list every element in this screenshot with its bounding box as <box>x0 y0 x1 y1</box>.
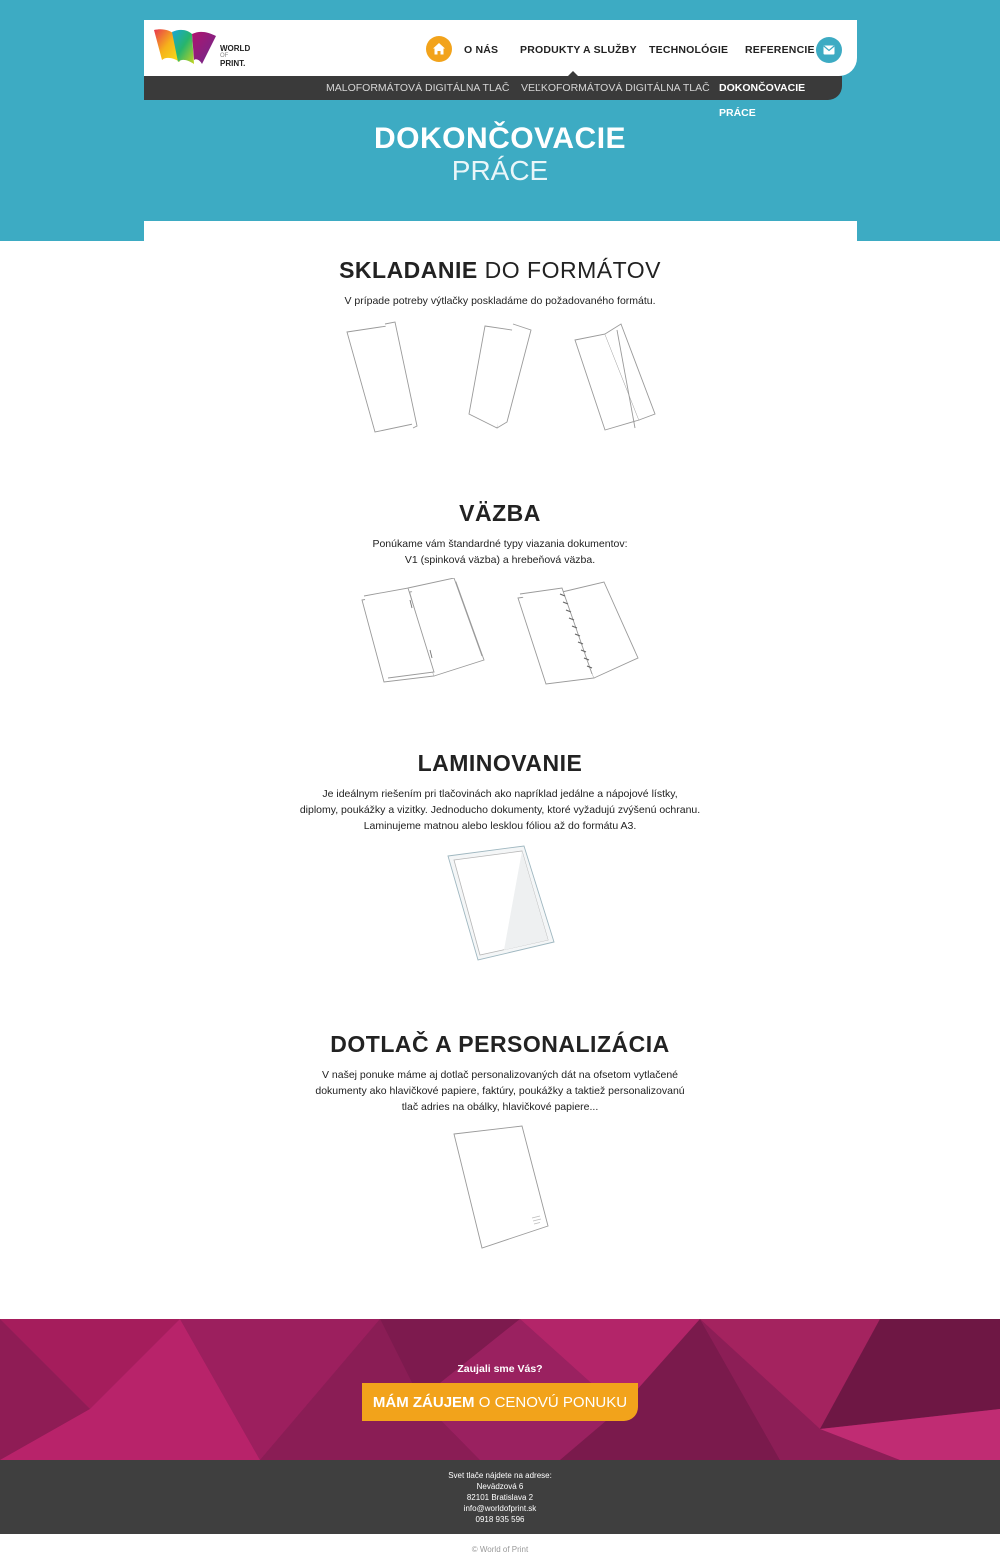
mail-icon <box>823 45 835 55</box>
section-desc-skladanie <box>250 293 750 309</box>
folding-illustration-icon <box>335 318 665 436</box>
section-title-bold: SKLADANIE <box>339 257 478 283</box>
subnav-item-maloformatova[interactable]: MALOFORMÁTOVÁ DIGITÁLNA TLAČ <box>326 82 510 94</box>
top-navigation <box>144 20 857 76</box>
section-title-laminovanie <box>0 750 1000 777</box>
cta-button[interactable] <box>362 1383 638 1421</box>
section-desc-dotlac <box>250 1067 750 1115</box>
cta-button-light: O CENOVÚ PONUKU <box>474 1394 628 1411</box>
subnav-item-dokoncovacie-prace[interactable]: DOKONČOVACIE PRÁCE <box>719 82 806 119</box>
footer-address <box>0 1470 1000 1525</box>
desc-line: diplomy, poukážky a vizitky. Jednoducho dokumenty, ktoré vyžadujú zvýšenú ochranu. <box>299 804 701 816</box>
cta-banner <box>0 1319 1000 1460</box>
page-title-line2: PRÁCE <box>451 155 549 186</box>
desc-line: V prípade potreby výtlačky poskladáme do požadovaného formátu. <box>344 295 656 307</box>
page-title <box>0 122 1000 186</box>
lamination-illustration-icon <box>444 844 558 966</box>
binding-illustration-icon <box>358 578 644 688</box>
footer-line: Nevädzová 6 <box>476 1482 524 1491</box>
page-title-line1: DOKONČOVACIE <box>373 122 627 155</box>
desc-line: Ponúkame vám štandardné typy viazania dokumentov: <box>372 538 628 550</box>
footer-line: 82101 Bratislava 2 <box>466 1493 534 1502</box>
home-icon <box>432 42 446 56</box>
nav-item-referencie[interactable]: REFERENCIE <box>745 44 815 56</box>
section-title-light: DO FORMÁTOV <box>477 257 661 283</box>
section-title-bold: DOTLAČ A PERSONALIZÁCIA <box>330 1031 670 1057</box>
logo-text <box>220 44 250 68</box>
cta-button-bold: MÁM ZÁUJEM <box>372 1394 475 1411</box>
personalization-illustration-icon <box>448 1124 554 1254</box>
section-title-vazba <box>0 500 1000 527</box>
desc-line: Laminujeme matnou alebo lesklou fóliou až do formátu A3. <box>363 820 637 832</box>
section-title-skladanie <box>0 257 1000 284</box>
logo-word-of: OF <box>220 53 229 59</box>
footer-phone: 0918 935 596 <box>475 1515 525 1524</box>
cta-question: Zaujali sme Vás? <box>457 1363 543 1375</box>
section-desc-laminovanie <box>250 786 750 834</box>
mail-button[interactable] <box>816 37 842 63</box>
desc-line: dokumenty ako hlavičkové papiere, faktúry, poukážky a taktiež personalizovanú <box>315 1085 685 1097</box>
subnav-item-velkoformatova[interactable]: VEĽKOFORMÁTOVÁ DIGITÁLNA TLAČ <box>521 82 710 94</box>
desc-line: V našej ponuke máme aj dotlač personalizovaných dát na ofsetom vytlačené <box>321 1069 679 1081</box>
nav-item-o-nas[interactable]: O NÁS <box>464 44 499 56</box>
section-title-bold: LAMINOVANIE <box>417 750 583 776</box>
home-button[interactable] <box>426 36 452 62</box>
footer-email-link[interactable]: info@worldofprint.sk <box>463 1504 537 1513</box>
content-card-top <box>144 221 857 243</box>
logo-word-world: WORLD <box>220 44 251 53</box>
logo[interactable] <box>152 26 262 72</box>
footer-line: Svet tlače nájdete na adrese: <box>448 1471 552 1480</box>
copyright: © World of Print <box>471 1545 529 1554</box>
sub-navigation <box>144 76 842 119</box>
nav-item-technologie[interactable]: TECHNOLÓGIE <box>649 44 729 56</box>
logo-word-print: PRINT. <box>220 59 246 68</box>
nav-item-produkty-a-sluzby[interactable]: PRODUKTY A SLUŽBY <box>520 44 637 56</box>
desc-line: Je ideálnym riešením pri tlačovinách ako napríklad jedálne a nápojové lístky, <box>322 788 678 800</box>
section-desc-vazba <box>250 536 750 568</box>
desc-line: tlač adries na obálky, hlavičkové papiere... <box>401 1101 599 1113</box>
logo-mark-icon <box>152 26 220 68</box>
section-title-bold: VÄZBA <box>459 500 541 526</box>
footer <box>0 1460 1000 1534</box>
section-title-dotlac <box>0 1031 1000 1058</box>
desc-line: V1 (spinková väzba) a hrebeňová väzba. <box>404 554 596 566</box>
